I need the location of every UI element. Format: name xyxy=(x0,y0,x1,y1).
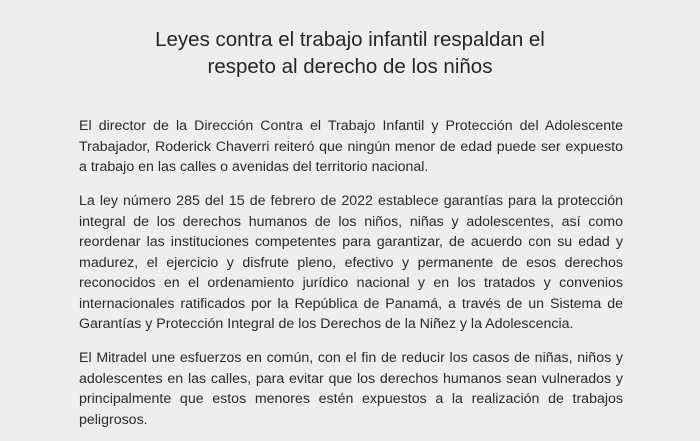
paragraph-1: El director de la Dirección Contra el Trabajo Infantil y Protección del Adolescente Trabajador, Roderick Chaverri reiteró que ningún menor de edad puede ser expuesto a trabajo en las calles o avenidas del territorio nacional. xyxy=(79,118,623,175)
title-line-2: respeto al derecho de los niños xyxy=(207,55,493,78)
paragraph-3: El Mitradel une esfuerzos en común, con el fin de reducir los casos de niñas, niños y adolescentes en las calles, para evitar que los derechos humanos sean vulnerados y principalmente que estos menores estén expuestos a la realización de trabajos peligrosos. xyxy=(79,350,623,428)
page-title xyxy=(0,26,700,80)
paragraph-2: La ley número 285 del 15 de febrero de 2022 establece garantías para la protección integral de los derechos humanos de los niños, niñas y adolescentes, así como reordenar las instituciones competentes para garantizar, de acuerdo con su edad y madurez, el ejercicio y disfrute pleno, efectivo y permanente de esos derechos reconocidos en el ordenamiento jurídico nacional y en los tratados y convenios internacionales ratificados por la República de Panamá, a través de un Sistema de Garantías y Protección Integral de los Derechos de la Niñez y la Adolescencia. xyxy=(79,193,623,332)
title-line-1: Leyes contra el trabajo infantil respaldan el xyxy=(155,28,545,51)
